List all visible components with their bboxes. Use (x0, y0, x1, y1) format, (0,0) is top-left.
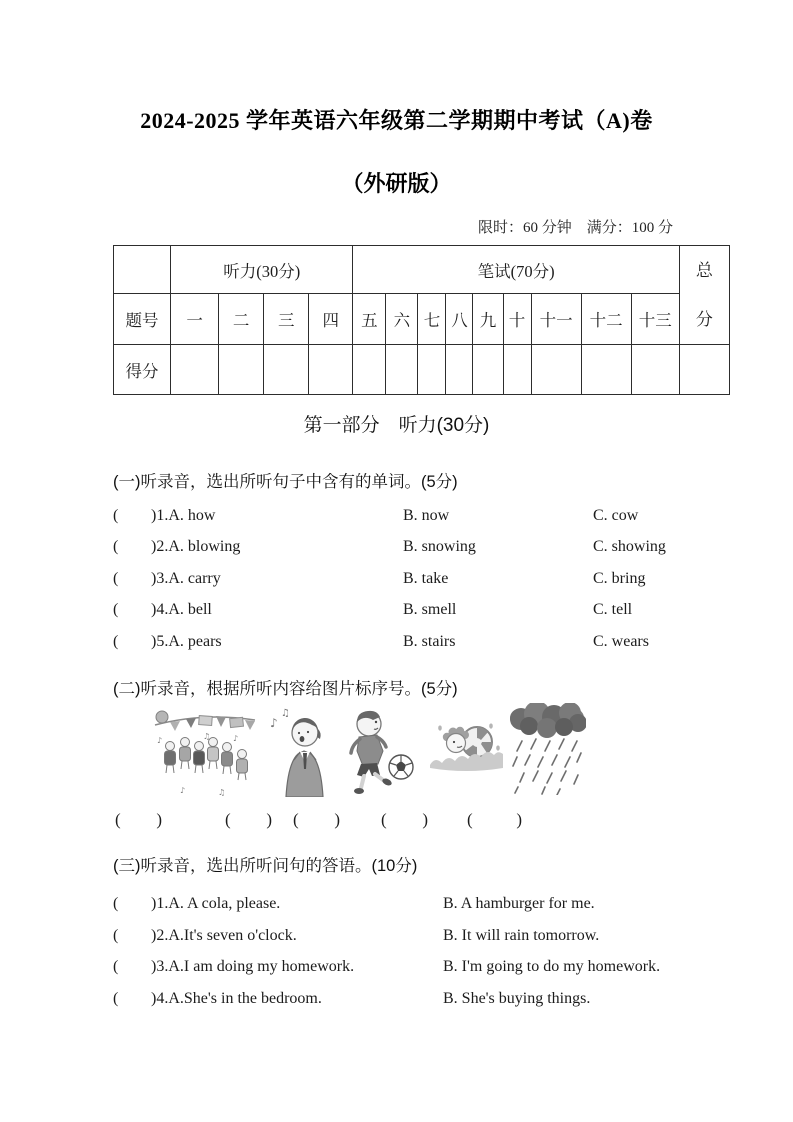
page-subtitle: （外研版） (341, 171, 452, 196)
answer-bracket-close: ) (334, 810, 340, 829)
answer-bracket-close: ) (422, 810, 428, 829)
option-a: )3.A.I am doing my homework. (151, 958, 355, 975)
table-row-scores (114, 345, 730, 395)
answer-bracket-close: ) (516, 810, 522, 829)
option-b: B. snowing (403, 538, 476, 555)
score-entry-cell (581, 345, 631, 395)
question-row (113, 958, 660, 976)
score-entry-cell (531, 345, 581, 395)
question-row (113, 601, 632, 619)
question-row (113, 633, 649, 651)
question-number-cell: 三 (264, 294, 309, 345)
answer-bracket-open: ( (113, 895, 119, 912)
score-entry-cell (631, 345, 679, 395)
score-entry-cell (171, 345, 219, 395)
answer-bracket-open: ( (467, 810, 473, 829)
question-row (113, 895, 595, 913)
part1-heading: 第一部分 听力(30分) (303, 415, 490, 436)
section3-heading: (三)听录音，选出所听问句的答语。(10分) (113, 857, 418, 875)
question-number-cell: 十一 (531, 294, 581, 345)
answer-bracket-open: ( (113, 601, 119, 618)
answer-slot (293, 810, 340, 830)
question-number-cell: 七 (418, 294, 446, 345)
corner-cell (114, 246, 171, 294)
answer-slot (381, 810, 428, 830)
woman-singing-image (268, 705, 330, 797)
answer-bracket-open: ( (113, 927, 119, 944)
score-entry-cell (503, 345, 531, 395)
question-row-label-cell: 题号 (114, 294, 171, 345)
score-entry-cell (309, 345, 353, 395)
score-entry-cell (473, 345, 503, 395)
svg-text:♫: ♫ (203, 732, 211, 741)
listening-header-cell: 听力(30分) (171, 246, 353, 294)
boy-playing-football-icon (337, 703, 420, 797)
question-number-cell: 六 (386, 294, 418, 345)
total-score-entry-cell (679, 345, 729, 395)
option-b: B. It will rain tomorrow. (443, 927, 600, 944)
question-number-cell: 十 (503, 294, 531, 345)
option-b: B. I'm going to do my homework. (443, 958, 661, 975)
svg-text:♫: ♫ (281, 708, 290, 719)
exam-time-score-info: 限时：60 分钟 满分：100 分 (477, 220, 673, 236)
score-row-label-cell: 得分 (114, 345, 171, 395)
option-a: )4.A.She's in the bedroom. (151, 990, 322, 1007)
question-number-cell: 二 (219, 294, 264, 345)
written-header-cell: 笔试(70分) (353, 246, 680, 294)
question-number-cell: 十二 (581, 294, 631, 345)
answer-slot (115, 810, 162, 830)
score-entry-cell (446, 345, 473, 395)
party-scene-image (152, 703, 258, 800)
answer-bracket-open: ( (113, 507, 119, 524)
answer-bracket-open: ( (381, 810, 387, 829)
svg-text:♫: ♫ (218, 788, 226, 797)
option-a: )2.A.It's seven o'clock. (151, 927, 297, 944)
question-number-cell: 八 (446, 294, 473, 345)
answer-bracket-close: ) (266, 810, 272, 829)
answer-bracket-open: ( (225, 810, 231, 829)
question-row (113, 927, 599, 945)
option-a: )2.A. blowing (151, 538, 241, 555)
question-number-cell: 九 (473, 294, 503, 345)
question-row (113, 538, 666, 556)
question-number-cell: 四 (309, 294, 353, 345)
option-a: )1.A. A cola, please. (151, 895, 281, 912)
option-a: )5.A. pears (151, 633, 222, 650)
option-c: C. showing (593, 538, 666, 555)
question-number-cell: 十三 (631, 294, 679, 345)
party-scene-icon (152, 703, 258, 800)
score-entry-cell (353, 345, 386, 395)
answer-bracket-open: ( (113, 990, 119, 1007)
score-entry-cell (418, 345, 446, 395)
answer-bracket-open: ( (113, 958, 119, 975)
option-c: C. wears (593, 633, 649, 650)
option-b: B. A hamburger for me. (443, 895, 595, 912)
question-row (113, 990, 590, 1008)
page-title: 2024-2025 学年英语六年级第二学期期中考试（A)卷 (140, 108, 653, 133)
question-number-cell: 五 (353, 294, 386, 345)
option-b: B. take (403, 570, 449, 587)
answer-slot (225, 810, 272, 830)
option-a: )1.A. how (151, 507, 216, 524)
score-entry-cell (219, 345, 264, 395)
answer-bracket-close: ) (156, 810, 162, 829)
question-row (113, 570, 645, 588)
answer-slot (467, 810, 522, 830)
answer-bracket-open: ( (293, 810, 299, 829)
answer-bracket-open: ( (113, 538, 119, 555)
score-table (113, 245, 730, 395)
answer-bracket-open: ( (113, 570, 119, 587)
section1-heading: (一)听录音，选出所听句子中含有的单词。(5分) (113, 473, 458, 491)
svg-text:♪: ♪ (270, 716, 278, 730)
rainy-weather-icon (508, 703, 586, 795)
option-b: B. stairs (403, 633, 456, 650)
svg-text:♪: ♪ (233, 734, 239, 743)
rainy-weather-image (508, 703, 586, 795)
score-entry-cell (264, 345, 309, 395)
table-row-question-numbers (114, 294, 730, 345)
woman-singing-icon (268, 705, 330, 797)
child-swimming-icon (428, 710, 505, 790)
option-b: B. now (403, 507, 450, 524)
question-number-cell: 一 (171, 294, 219, 345)
option-a: )3.A. carry (151, 570, 221, 587)
option-c: C. cow (593, 507, 639, 524)
section2-heading: (二)听录音，根据所听内容给图片标序号。(5分) (113, 680, 458, 698)
table-row-sections (114, 246, 730, 294)
answer-bracket-open: ( (113, 633, 119, 650)
boy-playing-football-image (337, 703, 420, 797)
total-score-header-cell: 总分 (679, 246, 729, 345)
svg-text:♪: ♪ (157, 736, 163, 745)
option-c: C. bring (593, 570, 646, 587)
option-b: B. smell (403, 601, 457, 618)
score-entry-cell (386, 345, 418, 395)
question-row (113, 507, 638, 525)
svg-text:♪: ♪ (180, 786, 186, 795)
option-a: )4.A. bell (151, 601, 212, 618)
option-b: B. She's buying things. (443, 990, 591, 1007)
option-c: C. tell (593, 601, 633, 618)
answer-bracket-open: ( (115, 810, 121, 829)
child-swimming-image (428, 710, 505, 790)
